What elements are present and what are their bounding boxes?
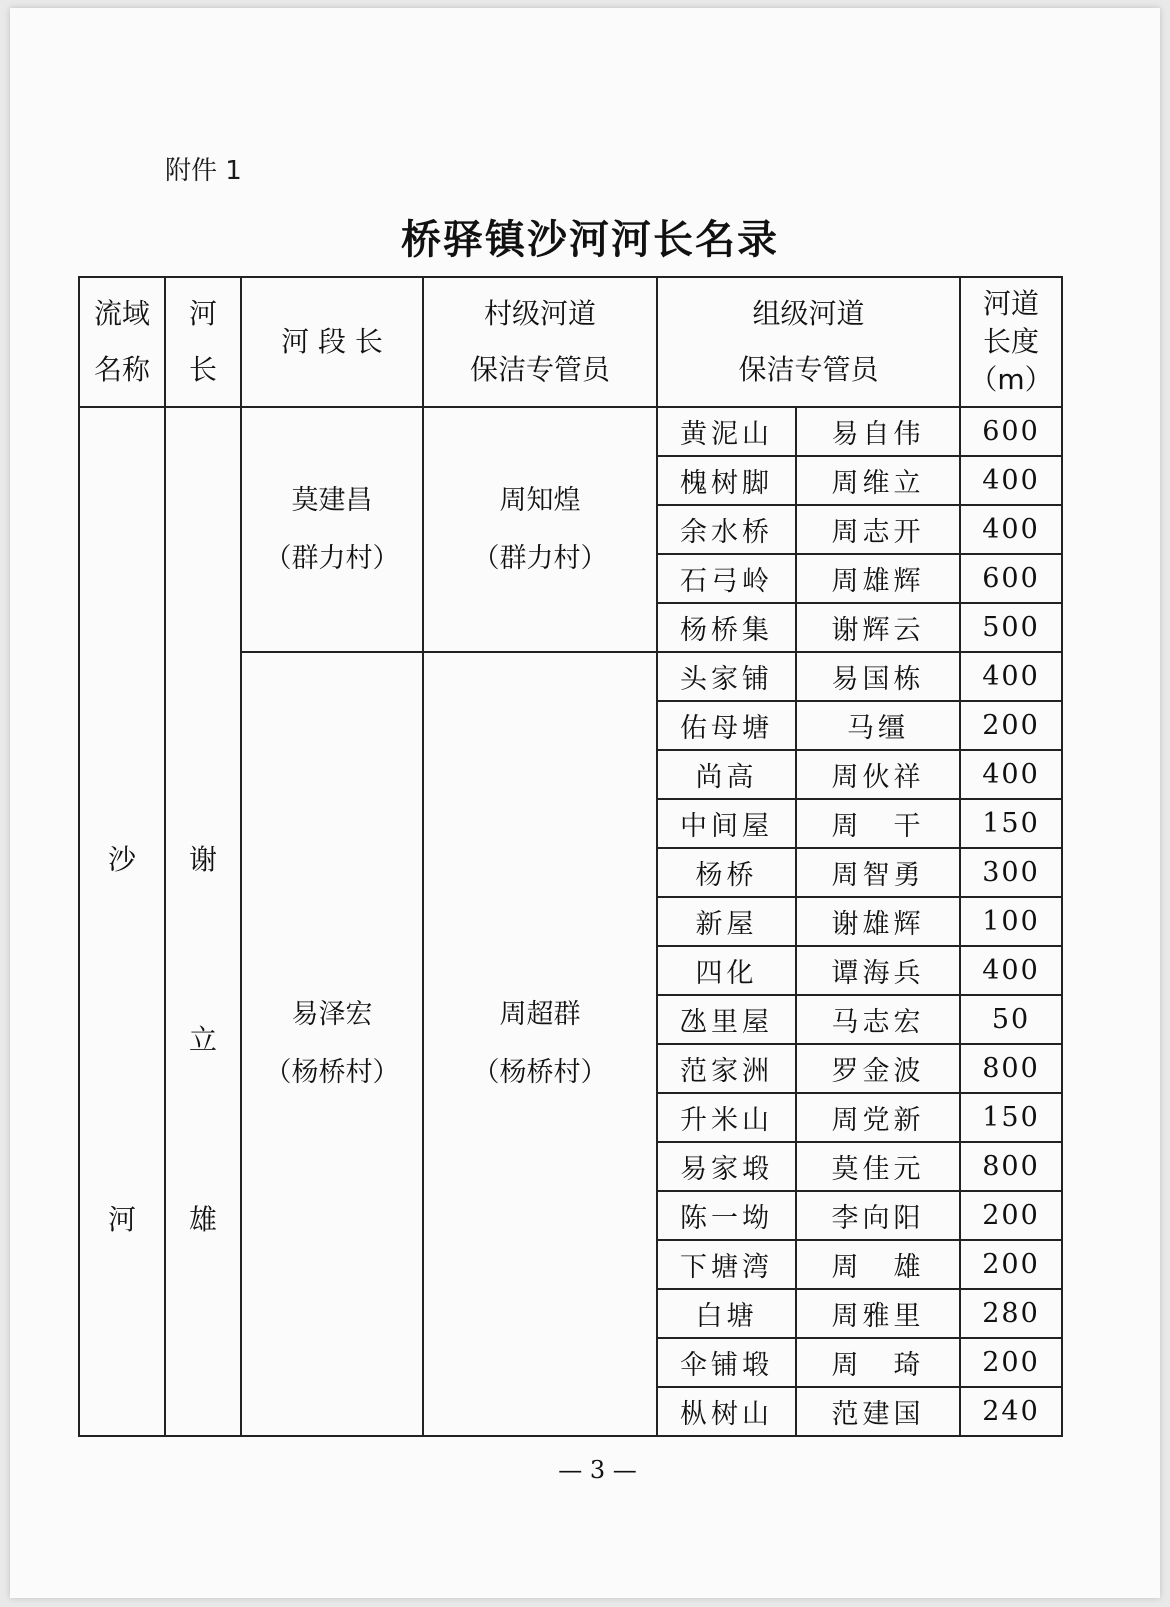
group-name-cell: 枞树山: [657, 1387, 796, 1436]
header-chief-line2: 长: [188, 353, 217, 386]
group-name-cell: 头家铺: [657, 652, 796, 701]
village-keeper-cell: [423, 407, 657, 652]
group-name-cell: 陈一坳: [657, 1191, 796, 1240]
river-length-cell: 400: [960, 456, 1062, 505]
header-basin-line1: 流域: [93, 297, 150, 330]
basin-name-char: 沙: [107, 843, 136, 876]
group-name-cell: 槐树脚: [657, 456, 796, 505]
village-keeper-name: 周知煌: [499, 484, 581, 516]
group-manager-cell: 李向阳: [796, 1191, 960, 1240]
header-length: [960, 277, 1062, 407]
river-length-cell: 300: [960, 848, 1062, 897]
header-chief-line1: 河: [188, 297, 217, 330]
basin-name-char: 河: [107, 1203, 136, 1236]
river-length-cell: 240: [960, 1387, 1062, 1436]
group-manager-cell: 周智勇: [796, 848, 960, 897]
group-name-cell: 新屋: [657, 897, 796, 946]
river-chief-char: 雄: [188, 1203, 217, 1236]
river-length-cell: 400: [960, 505, 1062, 554]
group-manager-cell: 周伙祥: [796, 750, 960, 799]
basin-name-cell: [79, 407, 165, 1436]
group-manager-cell: 周 琦: [796, 1338, 960, 1387]
group-name-cell: 石弓岭: [657, 554, 796, 603]
attachment-label: 附件 1: [165, 156, 242, 186]
group-manager-cell: 谢雄辉: [796, 897, 960, 946]
river-length-cell: 800: [960, 1044, 1062, 1093]
group-name-cell: 佑母塘: [657, 701, 796, 750]
group-manager-cell: 周 雄: [796, 1240, 960, 1289]
river-chief-char: 谢: [188, 843, 217, 876]
river-length-cell: 200: [960, 1240, 1062, 1289]
river-length-cell: 400: [960, 652, 1062, 701]
section-chief-cell: [241, 652, 423, 1436]
group-name-cell: 易家塅: [657, 1142, 796, 1191]
river-length-cell: 200: [960, 701, 1062, 750]
group-manager-cell: 谢辉云: [796, 603, 960, 652]
river-length-cell: 600: [960, 407, 1062, 456]
header-river-chief: [165, 277, 241, 407]
group-name-cell: 氹里屋: [657, 995, 796, 1044]
river-chief-char: 立: [188, 1023, 217, 1056]
group-manager-cell: 周维立: [796, 456, 960, 505]
group-manager-cell: 范建国: [796, 1387, 960, 1436]
river-length-cell: 100: [960, 897, 1062, 946]
group-name-cell: 四化: [657, 946, 796, 995]
group-name-cell: 范家洲: [657, 1044, 796, 1093]
header-basin: [79, 277, 165, 407]
group-name-cell: 中间屋: [657, 799, 796, 848]
header-basin-line2: 名称: [93, 353, 150, 386]
village-keeper-village: （杨桥村）: [472, 1057, 608, 1088]
header-group-keeper-line1: 组级河道: [752, 297, 865, 330]
group-manager-cell: 莫佳元: [796, 1142, 960, 1191]
header-length-line2: 长度: [983, 325, 1040, 358]
group-manager-cell: 周 干: [796, 799, 960, 848]
group-name-cell: 黄泥山: [657, 407, 796, 456]
header-village-keeper: [423, 277, 657, 407]
group-name-cell: 尚高: [657, 750, 796, 799]
page-number: — 3 —: [558, 1456, 637, 1484]
section-chief-village: （群力村）: [264, 542, 400, 574]
group-manager-cell: 谭海兵: [796, 946, 960, 995]
group-name-cell: 下塘湾: [657, 1240, 796, 1289]
river-length-cell: 150: [960, 799, 1062, 848]
header-group-keeper: [657, 277, 960, 407]
village-keeper-village: （群力村）: [472, 542, 608, 574]
header-section-chief: 河 段 长: [241, 277, 423, 407]
group-manager-cell: 马缰: [796, 701, 960, 750]
group-name-cell: 伞铺塅: [657, 1338, 796, 1387]
section-chief-name: 易泽宏: [291, 999, 373, 1030]
section-chief-village: （杨桥村）: [264, 1057, 400, 1088]
header-village-keeper-line1: 村级河道: [483, 297, 596, 330]
group-manager-cell: 易国栋: [796, 652, 960, 701]
river-length-cell: 50: [960, 995, 1062, 1044]
document-page: [10, 8, 1160, 1598]
river-length-cell: 150: [960, 1093, 1062, 1142]
river-length-cell: 800: [960, 1142, 1062, 1191]
group-name-cell: 升米山: [657, 1093, 796, 1142]
section-chief-cell: [241, 407, 423, 652]
river-chief-cell: [165, 407, 241, 1436]
group-manager-cell: 周雅里: [796, 1289, 960, 1338]
section-chief-name: 莫建昌: [291, 484, 373, 516]
village-keeper-name: 周超群: [499, 999, 581, 1030]
group-manager-cell: 罗金波: [796, 1044, 960, 1093]
group-manager-cell: 周党新: [796, 1093, 960, 1142]
group-manager-cell: 周志开: [796, 505, 960, 554]
table-row: [79, 407, 1062, 456]
village-keeper-cell: [423, 652, 657, 1436]
group-name-cell: 杨桥集: [657, 603, 796, 652]
river-length-cell: 400: [960, 750, 1062, 799]
river-length-cell: 200: [960, 1338, 1062, 1387]
group-name-cell: 白塘: [657, 1289, 796, 1338]
group-manager-cell: 周雄辉: [796, 554, 960, 603]
header-group-keeper-line2: 保洁专管员: [738, 353, 879, 386]
group-name-cell: 余水桥: [657, 505, 796, 554]
group-manager-cell: 易自伟: [796, 407, 960, 456]
header-length-line3: （m）: [969, 363, 1053, 396]
group-name-cell: 杨桥: [657, 848, 796, 897]
header-length-line1: 河道: [983, 287, 1040, 320]
group-manager-cell: 马志宏: [796, 995, 960, 1044]
header-row: [79, 277, 1062, 407]
header-village-keeper-line2: 保洁专管员: [469, 353, 610, 386]
river-length-cell: 280: [960, 1289, 1062, 1338]
river-length-cell: 400: [960, 946, 1062, 995]
river-length-cell: 200: [960, 1191, 1062, 1240]
river-length-cell: 600: [960, 554, 1062, 603]
river-length-cell: 500: [960, 603, 1062, 652]
river-chief-roster-table: [78, 276, 1063, 1437]
page-title: 桥驿镇沙河河长名录: [401, 217, 779, 263]
